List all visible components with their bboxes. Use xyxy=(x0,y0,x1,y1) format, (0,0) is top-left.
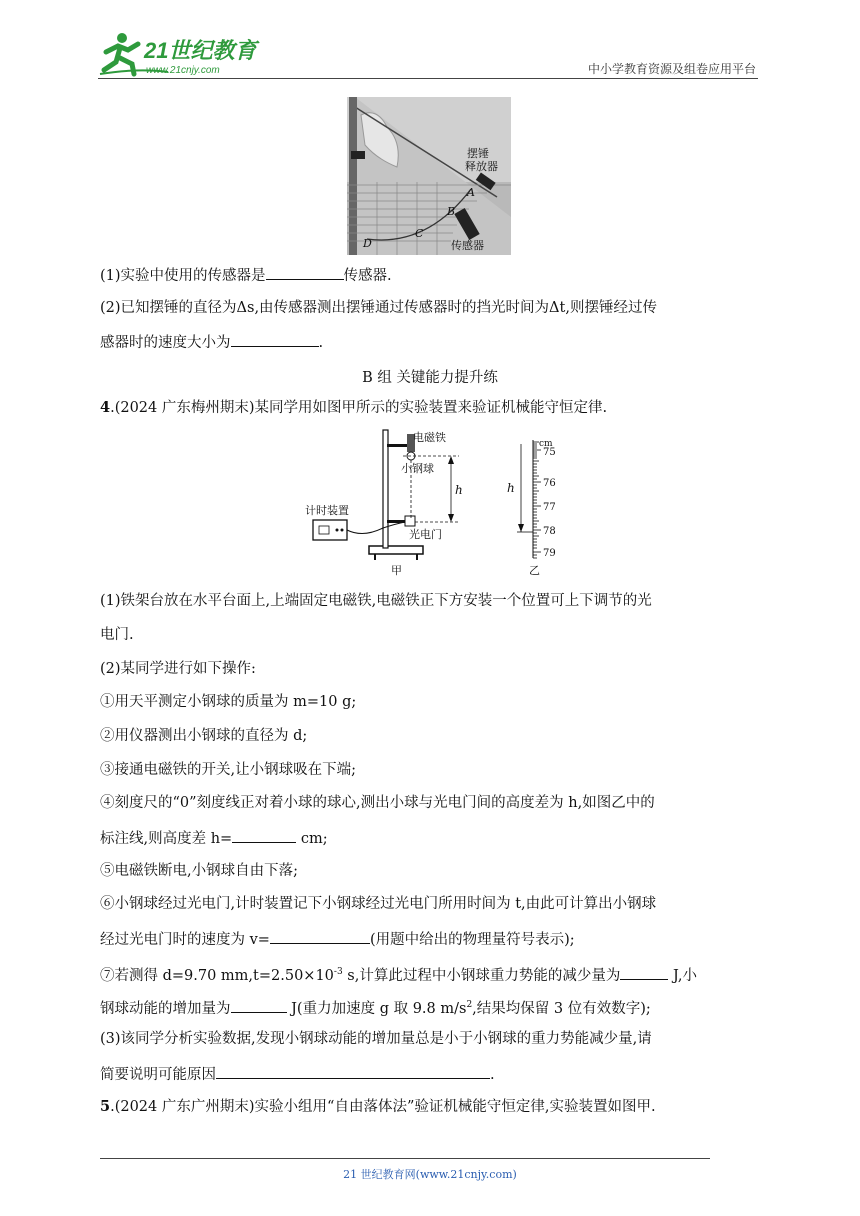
answer-blank xyxy=(270,929,370,944)
q4-stem: 4.(2024 广东梅州期末)某同学用如图甲所示的实验装置来验证机械能守恒定律. xyxy=(100,399,608,416)
q3-part1: (1)实验中使用的传感器是 传感器. xyxy=(100,265,392,285)
label-timer: 计时装置 xyxy=(305,504,349,517)
label-ball: 小钢球 xyxy=(401,462,434,475)
label-release-line1: 摆锤 xyxy=(467,147,489,160)
figure-yi-ruler xyxy=(503,436,573,578)
label-c: C xyxy=(415,227,424,240)
label-a: A xyxy=(467,186,475,199)
q4-part2: (2)某同学进行如下操作: xyxy=(100,661,256,677)
answer-blank xyxy=(620,965,668,980)
logo-text: 21世纪教育 xyxy=(144,38,257,63)
q4-step5: ⑤电磁铁断电,小钢球自由下落; xyxy=(100,863,298,879)
header-divider xyxy=(98,78,758,79)
q4-step4-line1: ④刻度尺的“0”刻度线正对着小球的球心,测出小球与光电门间的高度差为 h,如图乙中的 xyxy=(100,795,655,811)
ruler-tick-75: 75 xyxy=(543,447,556,458)
q3-part2-line2: 感器时的速度大小为 . xyxy=(100,332,323,352)
ruler-label-h: h xyxy=(507,481,515,495)
label-electromagnet: 电磁铁 xyxy=(413,431,446,444)
label-release-line2: 释放器 xyxy=(465,160,498,173)
answer-blank xyxy=(232,828,296,843)
logo xyxy=(98,30,278,78)
label-jia: 甲 xyxy=(391,564,402,577)
label-yi: 乙 xyxy=(529,564,540,577)
page-footer: 21 世纪教育网(www.21cnjy.com) xyxy=(343,1168,517,1181)
q4-part3-line1: (3)该同学分析实验数据,发现小钢球动能的增加量总是小于小钢球的重力势能减少量,请 xyxy=(100,1031,652,1047)
q4-step4-line2: 标注线,则高度差 h= cm; xyxy=(100,828,328,848)
footer-divider xyxy=(100,1158,710,1159)
ruler-tick-76: 76 xyxy=(543,478,556,489)
site-name: 中小学教育资源及组卷应用平台 xyxy=(587,62,756,76)
answer-blank xyxy=(216,1064,490,1079)
q3-part2-line1: (2)已知摆锤的直径为Δs,由传感器测出摆锤通过传感器时的挡光时间为Δt,则摆锤经过传 xyxy=(100,300,657,316)
q4-step6-line2: 经过光电门时的速度为 v= (用题中给出的物理量符号表示); xyxy=(100,929,575,949)
q4-step2: ②用仪器测出小钢球的直径为 d; xyxy=(100,728,308,744)
answer-blank xyxy=(231,998,287,1013)
answer-blank xyxy=(266,265,344,280)
ruler-tick-77: 77 xyxy=(543,502,556,513)
label-sensor: 传感器 xyxy=(451,239,484,252)
label-b: B xyxy=(447,205,456,218)
q4-part3-line2: 简要说明可能原因 . xyxy=(100,1064,495,1084)
ruler-tick-79: 79 xyxy=(543,548,556,559)
q5-stem: 5.(2024 广东广州期末)实验小组用“自由落体法”验证机械能守恒定律,实验装置如图甲. xyxy=(100,1098,656,1115)
q4-part1-line2: 电门. xyxy=(100,627,134,643)
q4-part1-line1: (1)铁架台放在水平台面上,上端固定电磁铁,电磁铁正下方安装一个位置可上下调节的光 xyxy=(100,593,652,609)
ruler-unit: cm xyxy=(539,439,553,449)
section-b-heading: B 组 关键能力提升练 xyxy=(362,370,498,386)
q4-step3: ③接通电磁铁的开关,让小钢球吸在下端; xyxy=(100,762,356,778)
logo-url: www.21cnjy.com xyxy=(146,65,220,76)
answer-blank xyxy=(231,332,319,347)
pendulum-apparatus-figure xyxy=(347,97,511,255)
q4-step7-line1: ⑦若测得 d=9.70 $mm,t=2.50\times 10^{-3}$ s,计算此过程中小钢球重力势能的减少量为 J,小 xyxy=(100,963,697,985)
ruler-tick-78: 78 xyxy=(543,526,556,537)
label-photogate: 光电门 xyxy=(409,528,442,541)
q4-step1: ①用天平测定小钢球的质量为 m=10 g; xyxy=(100,694,357,710)
figure-jia-apparatus xyxy=(303,428,473,578)
label-h: h xyxy=(455,483,463,497)
q4-step7-line2: 钢球动能的增加量为 J(重力加速度 g 取 9.8 $m/s^2$,结果均保留 3 位有效数字); xyxy=(100,996,651,1018)
page-header xyxy=(98,30,758,80)
q4-step6-line1: ⑥小钢球经过光电门,计时装置记下小钢球经过光电门所用时间为 t,由此可计算出小钢球 xyxy=(100,896,657,912)
label-d: D xyxy=(363,237,372,250)
